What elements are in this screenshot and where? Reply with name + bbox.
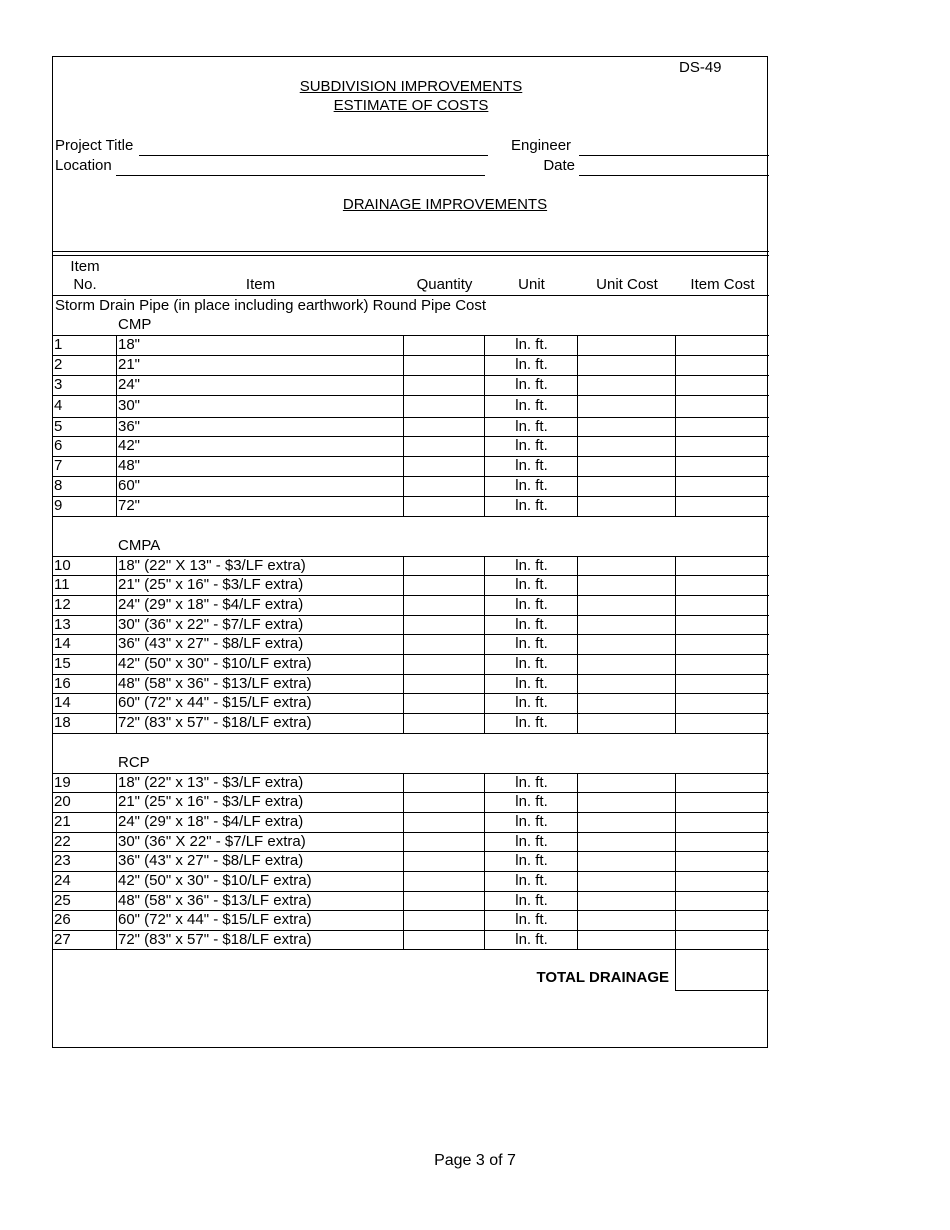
table-row (53, 595, 769, 615)
row-unit: ln. ft. (515, 437, 548, 454)
row-no: 12 (54, 596, 71, 613)
row-no: 7 (54, 457, 63, 474)
row-rule (53, 733, 769, 734)
row-no: 15 (54, 655, 71, 672)
header-rule-bottom (53, 255, 769, 256)
row-unit: ln. ft. (515, 497, 548, 514)
row-unit: ln. ft. (515, 376, 548, 393)
row-no: 26 (54, 911, 71, 928)
row-item: 36" (43" x 27" - $8/LF extra) (118, 635, 304, 652)
row-unit: ln. ft. (515, 931, 548, 948)
row-item: 30" (118, 397, 141, 414)
row-no: 23 (54, 852, 71, 869)
category-line: Storm Drain Pipe (in place including earthwork) Round Pipe Cost (55, 297, 487, 314)
row-unit: ln. ft. (515, 694, 548, 711)
row-item: 48" (118, 457, 141, 474)
table-row (53, 812, 769, 832)
row-item: 60" (118, 477, 141, 494)
row-item: 18" (22" x 13" - $3/LF extra) (118, 774, 304, 791)
row-item: 30" (36" x 22" - $7/LF extra) (118, 616, 304, 633)
row-no: 19 (54, 774, 71, 791)
row-no: 5 (54, 418, 63, 435)
row-unit: ln. ft. (515, 892, 548, 909)
col-header-item-cost: Item Cost (690, 276, 755, 293)
row-no: 9 (54, 497, 63, 514)
table-row (53, 773, 769, 793)
table-row (53, 634, 769, 654)
row-unit: ln. ft. (515, 557, 548, 574)
row-unit: ln. ft. (515, 457, 548, 474)
table-row (53, 575, 769, 595)
col-header-unit: Unit (518, 276, 545, 293)
row-unit: ln. ft. (515, 833, 548, 850)
row-unit: ln. ft. (515, 336, 548, 353)
row-item: 60" (72" x 44" - $15/LF extra) (118, 911, 312, 928)
row-item: 24" (29" x 18" - $4/LF extra) (118, 813, 304, 830)
group-label-cmp: CMP (118, 316, 152, 333)
row-unit: ln. ft. (515, 675, 548, 692)
date-line[interactable] (579, 175, 769, 176)
table-row (53, 355, 769, 375)
table-row (53, 476, 769, 496)
row-no: 11 (54, 576, 70, 593)
row-item: 72" (83" x 57" - $18/LF extra) (118, 714, 312, 731)
group-label-cmpa: CMPA (118, 537, 161, 554)
row-no: 18 (54, 714, 71, 731)
table-row (53, 930, 769, 950)
table-row (53, 674, 769, 694)
form-frame (52, 56, 768, 1048)
location-label: Location (55, 157, 112, 174)
row-item: 72" (118, 497, 141, 514)
total-box-left (675, 950, 676, 990)
row-unit: ln. ft. (515, 596, 548, 613)
table-row (53, 375, 769, 395)
col-header-unit-cost: Unit Cost (596, 276, 658, 293)
row-unit: ln. ft. (515, 655, 548, 672)
col-header-item-no-1: Item (70, 258, 100, 275)
form-title-line2: ESTIMATE OF COSTS (333, 97, 489, 114)
table-row (53, 910, 769, 930)
table-row (53, 832, 769, 852)
table-row (53, 436, 769, 456)
row-no: 16 (54, 675, 71, 692)
row-unit: ln. ft. (515, 397, 548, 414)
row-no: 6 (54, 437, 63, 454)
row-unit: ln. ft. (515, 356, 548, 373)
row-item: 30" (36" X 22" - $7/LF extra) (118, 833, 306, 850)
table-row (53, 496, 769, 516)
col-header-item-no-2: No. (73, 276, 97, 293)
row-no: 25 (54, 892, 71, 909)
row-no: 1 (54, 336, 63, 353)
form-title-line1: SUBDIVISION IMPROVEMENTS (299, 78, 523, 95)
row-item: 21" (25" x 16" - $3/LF extra) (118, 793, 304, 810)
table-bottom-rule (53, 949, 769, 950)
row-unit: ln. ft. (515, 852, 548, 869)
row-item: 42" (50" x 30" - $10/LF extra) (118, 872, 312, 889)
row-no: 21 (54, 813, 71, 830)
row-unit: ln. ft. (515, 813, 548, 830)
row-no: 20 (54, 793, 71, 810)
row-unit: ln. ft. (515, 418, 548, 435)
row-no: 22 (54, 833, 71, 850)
row-no: 8 (54, 477, 63, 494)
row-unit: ln. ft. (515, 714, 548, 731)
table-row (53, 891, 769, 911)
row-no: 27 (54, 931, 71, 948)
group-label-rcp: RCP (118, 754, 150, 771)
table-row (53, 417, 769, 437)
row-no: 13 (54, 616, 71, 633)
row-unit: ln. ft. (515, 793, 548, 810)
row-item: 48" (58" x 36" - $13/LF extra) (118, 892, 312, 909)
table-row (53, 335, 769, 355)
row-item: 21" (118, 356, 141, 373)
section-title: DRAINAGE IMPROVEMENTS (342, 196, 548, 213)
table-row (53, 871, 769, 891)
row-item: 18" (22" X 13" - $3/LF extra) (118, 557, 306, 574)
row-no: 14 (54, 635, 71, 652)
engineer-label: Engineer (511, 137, 572, 154)
engineer-line[interactable] (579, 155, 769, 156)
row-item: 21" (25" x 16" - $3/LF extra) (118, 576, 304, 593)
table-row (53, 654, 769, 674)
row-unit: ln. ft. (515, 911, 548, 928)
table-row (53, 396, 769, 416)
row-item: 42" (118, 437, 141, 454)
total-drainage-field[interactable] (677, 952, 767, 988)
row-item: 36" (118, 418, 141, 435)
row-item: 24" (29" x 18" - $4/LF extra) (118, 596, 304, 613)
row-item: 42" (50" x 30" - $10/LF extra) (118, 655, 312, 672)
row-item: 48" (58" x 36" - $13/LF extra) (118, 675, 312, 692)
row-rule (53, 516, 769, 517)
row-unit: ln. ft. (515, 872, 548, 889)
row-no: 2 (54, 356, 63, 373)
header-bottom-rule (53, 295, 769, 296)
row-no: 4 (54, 397, 63, 414)
table-row (53, 556, 769, 576)
total-box-bottom (675, 990, 769, 991)
row-unit: ln. ft. (515, 477, 548, 494)
table-row (53, 693, 769, 713)
date-label: Date (543, 157, 575, 174)
row-no: 14 (54, 694, 71, 711)
table-row (53, 456, 769, 476)
header-rule-top (53, 251, 769, 252)
page-number: Page 3 of 7 (434, 1152, 516, 1169)
row-unit: ln. ft. (515, 774, 548, 791)
row-item: 18" (118, 336, 141, 353)
row-item: 60" (72" x 44" - $15/LF extra) (118, 694, 312, 711)
row-item: 24" (118, 376, 141, 393)
row-unit: ln. ft. (515, 576, 548, 593)
table-row (53, 615, 769, 635)
row-unit: ln. ft. (515, 635, 548, 652)
col-header-quantity: Quantity (416, 276, 473, 293)
table-row (53, 792, 769, 812)
row-item: 36" (43" x 27" - $8/LF extra) (118, 852, 304, 869)
project-title-label: Project Title (55, 137, 134, 154)
row-no: 3 (54, 376, 63, 393)
project-title-line[interactable] (139, 155, 488, 156)
table-row (53, 713, 769, 733)
row-no: 24 (54, 872, 71, 889)
total-drainage-label: TOTAL DRAINAGE (536, 969, 669, 986)
row-item: 72" (83" x 57" - $18/LF extra) (118, 931, 312, 948)
col-header-item: Item (245, 276, 276, 293)
form-code: DS-49 (679, 59, 722, 76)
location-line[interactable] (116, 175, 485, 176)
row-no: 10 (54, 557, 71, 574)
row-unit: ln. ft. (515, 616, 548, 633)
table-row (53, 851, 769, 871)
